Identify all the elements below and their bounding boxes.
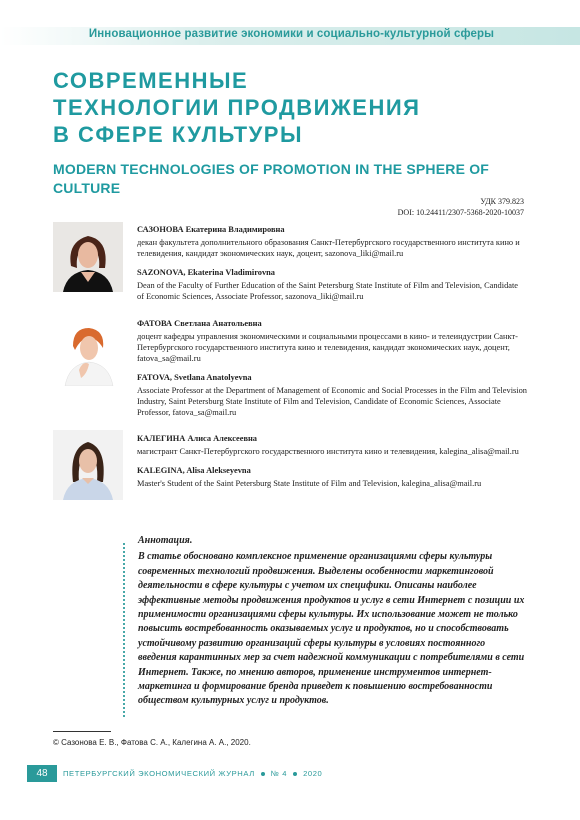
page-number: 48 xyxy=(27,765,57,782)
issue-year: 2020 xyxy=(303,769,323,778)
annotation xyxy=(138,534,526,709)
author-name-ru: САЗОНОВА Екатерина Владимировна xyxy=(137,225,285,234)
issue-number: № 4 xyxy=(270,769,288,778)
author-name-en: FATOVA, Svetlana Anatolyevna xyxy=(137,373,252,382)
author-name-en: KALEGINA, Alisa Alekseyevna xyxy=(137,466,251,475)
annotation-dotted-rule xyxy=(123,542,125,718)
doi: DOI: 10.24411/2307-5368-2020-10037 xyxy=(397,208,524,217)
udk-block xyxy=(398,196,524,218)
title-line: ТЕХНОЛОГИИ ПРОДВИЖЕНИЯ xyxy=(53,95,421,120)
author-name-ru: КАЛЕГИНА Алиса Алексеевна xyxy=(137,434,257,443)
author-kalegina xyxy=(137,433,527,489)
title-line: В СФЕРЕ КУЛЬТУРЫ xyxy=(53,122,303,147)
author-sazonova xyxy=(137,224,527,302)
author-desc-en: Master's Student of the Saint Petersburg State Institute of Film and Television, kalegina_alisa@mail.ru xyxy=(137,479,482,488)
author-desc-en: Associate Professor at the Department of Management of Economic and Social Processes in the Film and Television Industry, Saint Petersburg State Institute of Film and Television, Candidate of Economic Sciences, Associate Professor, fatova_sa@mail.ru xyxy=(137,386,527,417)
author-desc-ru: декан факультета дополнительного образования Санкт-Петербургского государственного института кино и телевидения, кандидат экономических наук, доцент, sazonova_liki@mail.ru xyxy=(137,238,520,258)
separator-dot xyxy=(261,772,265,776)
copyright: © Сазонова Е. В., Фатова С. А., Калегина А. А., 2020. xyxy=(53,738,251,747)
author-name-ru: ФАТОВА Светлана Анатольевна xyxy=(137,319,262,328)
title-line: СОВРЕМЕННЫЕ xyxy=(53,68,249,93)
author-photo-sazonova xyxy=(53,222,123,292)
author-fatova xyxy=(137,318,527,418)
author-desc-ru: доцент кафедры управления экономическими и социальными процессами в кино- и телеиндустрии Санкт-Петербургского государственного института кино и телевидения, кандидат экономических наук, доцент, fatova_sa@mail.ru xyxy=(137,332,518,363)
udk-code: УДК 379.823 xyxy=(480,197,524,206)
author-name-en: SAZONOVA, Ekaterina Vladimirovna xyxy=(137,268,275,277)
annotation-label: Аннотация. xyxy=(138,535,193,546)
article-title-en: MODERN TECHNOLOGIES OF PROMOTION IN THE SPHERE OF CULTURE xyxy=(53,161,490,196)
journal-footer xyxy=(63,769,322,778)
annotation-text: В статье обосновано комплексное применение организациями сферы культуры современных технологий продвижения. Выделены особенности маркетинговой деятельности в сфере культуры с учетом их специфики. Описаны наиболее эффективные методы продвижения продуктов и услуг в сети Интернет с позиции их применимости организациями сферы культуры. Их использование может не только повысить востребованность оказываемых услуг и продуктов, но и способствовать устойчивому развитию организаций сферы культуры в условиях постоянного введения карантинных мер за счет надежной коммуникации с потребителями в сети Интернет. Также, по мнению авторов, применение инструментов интернет-маркетинга и формирование бренда приведет к повышению востребованности обществом культурных услуг и продуктов. xyxy=(138,551,525,707)
author-desc-en: Dean of the Faculty of Further Education of the Saint Petersburg State Institute of Film and Television, Candidate of Economic Sciences, Associate Professor, sazonova_liki@mail.ru xyxy=(137,281,519,301)
separator-dot xyxy=(293,772,297,776)
article-title-ru xyxy=(53,67,420,148)
section-header: Инновационное развитие экономики и социально-культурной сферы xyxy=(88,28,494,40)
author-desc-ru: магистрант Санкт-Петербургского государственного института кино и телевидения, kalegina_alisa@mail.ru xyxy=(137,447,519,456)
journal-name: ПЕТЕРБУРГСКИЙ ЭКОНОМИЧЕСКИЙ ЖУРНАЛ xyxy=(63,769,255,778)
copyright-rule xyxy=(53,731,111,732)
author-photo-fatova xyxy=(53,316,123,386)
author-photo-kalegina xyxy=(53,430,123,500)
